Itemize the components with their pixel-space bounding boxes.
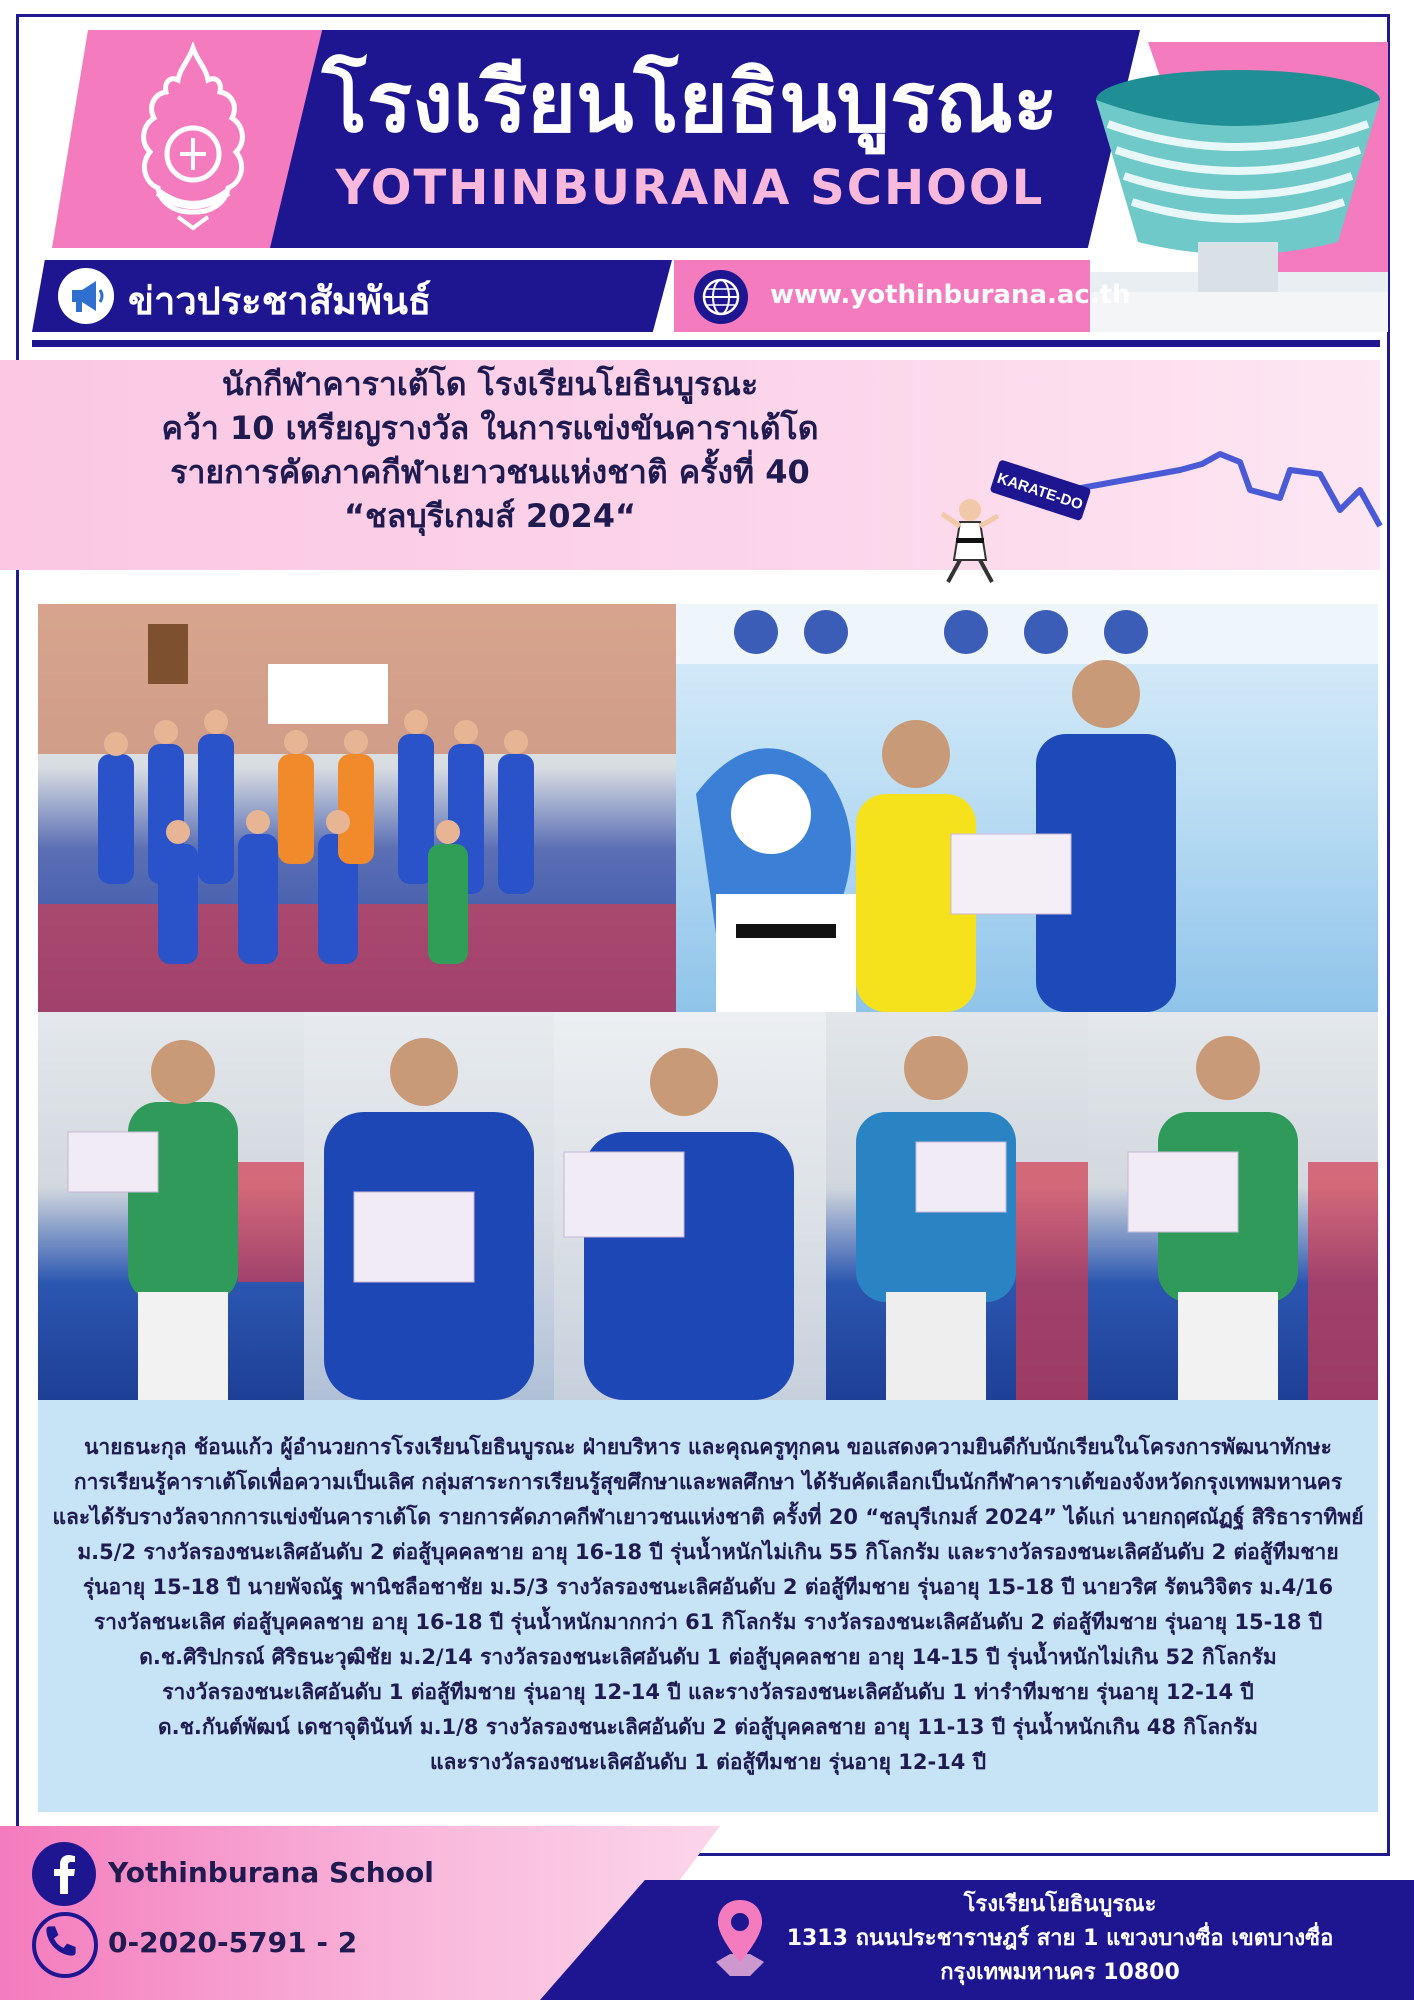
athlete-photo-5 <box>1088 1012 1378 1400</box>
headline-line: นักกีฬาคาราเต้โด โรงเรียนโยธินบูรณะ <box>221 365 759 403</box>
globe-icon <box>694 270 748 324</box>
news-section-label: ข่าวประชาสัมพันธ์ <box>128 279 432 323</box>
team-group-photo <box>38 604 676 1012</box>
karate-illustration <box>920 430 1390 590</box>
headline-line: คว้า 10 เหรียญรางวัล ในการแข่งขันคาราเต้โด <box>161 409 819 447</box>
headline-line: “ชลบุรีเกมส์ 2024“ <box>343 497 637 535</box>
body-line: รางวัลรองชนะเลิศอันดับ 1 ต่อสู้ทีมชาย รุ่นอายุ 12-14 ปี และรางวัลรองชนะเลิศอันดับ 1 ท่ารำทีมชาย รุ่นอายุ 12-14 ปี <box>162 1680 1254 1704</box>
body-line: รางวัลชนะเลิศ ต่อสู้บุคคลชาย อายุ 16-18 ปี รุ่นน้ำหนักมากกว่า 61 กิโลกรัม รางวัลรองชนะเลิศอันดับ 2 ต่อสู้ทีมชาย รุ่นอายุ 15-18 ปี <box>93 1610 1323 1634</box>
athlete-photo-3 <box>554 1012 826 1400</box>
karate-do-badge: KARATE-DO <box>995 469 1085 514</box>
school-building-illustration <box>1088 42 1388 332</box>
photo-collage <box>38 604 1378 1400</box>
athlete-photo-4 <box>826 1012 1088 1400</box>
globe-icon-badge <box>694 270 748 324</box>
news-headline <box>100 362 880 538</box>
phone-icon-badge <box>32 1912 98 1978</box>
facebook-icon-badge[interactable] <box>32 1842 96 1906</box>
school-address <box>780 1888 1340 1990</box>
athlete-photo-2 <box>304 1012 554 1400</box>
school-name-english: YOTHINBURANA SCHOOL <box>335 160 1045 216</box>
phone-number[interactable]: 0-2020-5791 - 2 <box>108 1926 358 1959</box>
phone-icon <box>36 1916 86 1966</box>
coach-and-athlete-photo <box>676 604 1378 1012</box>
school-name-thai: โรงเรียนโยธินบูรณะ <box>321 53 1059 151</box>
news-body <box>40 1430 1376 1780</box>
header-divider <box>32 340 1380 347</box>
body-line: การเรียนรู้คาราเต้โดเพื่อความเป็นเลิศ กลุ่มสาระการเรียนรู้สุขศึกษาและพลศึกษา ได้รับคัดเลือกเป็นนักกีฬาคาราเต้ของจังหวัดกรุงเทพมหานคร <box>73 1470 1343 1494</box>
headline-line: รายการคัดภาคกีฬาเยาวชนแห่งชาติ ครั้งที่ 40 <box>170 453 810 491</box>
body-line: และได้รับรางวัลจากการแข่งขันคาราเต้โด รายการคัดภาคกีฬาเยาวชนแห่งชาติ ครั้งที่ 20 “ชลบุรีเกมส์ 2024” ได้แก่ นายกฤศณัฏฐ์ สิริธาราทิพย์ <box>52 1505 1364 1529</box>
facebook-page-name[interactable]: Yothinburana School <box>108 1856 434 1889</box>
body-line: นายธนะกุล ช้อนแก้ว ผู้อำนวยการโรงเรียนโยธินบูรณะ ฝ่ายบริหาร และคุณครูทุกคน ขอแสดงความยินดีกับนักเรียนในโครงการพัฒนาทักษะ <box>84 1435 1332 1459</box>
body-line: ด.ช.กันต์พัฒน์ เดชาจุตินันท์ ม.1/8 รางวัลรองชนะเลิศอันดับ 2 ต่อสู้บุคคลชาย อายุ 11-13 ปี รุ่นน้ำหนักเกิน 48 กิโลกรัม <box>158 1715 1258 1739</box>
facebook-icon <box>32 1842 96 1906</box>
megaphone-icon <box>58 268 114 324</box>
website-link[interactable]: www.yothinburana.ac.th <box>770 280 1131 310</box>
megaphone-icon-badge <box>58 268 114 324</box>
address-line: โรงเรียนโยธินบูรณะ <box>963 1892 1157 1917</box>
location-pin-icon <box>710 1896 770 1986</box>
body-line: รุ่นอายุ 15-18 ปี นายพัจณัฐ พานิชลือชาชัย ม.5/3 รางวัลรองชนะเลิศอันดับ 2 ต่อสู้ทีมชาย รุ่นอายุ 15-18 ปี นายวริศ รัตนวิจิตร ม.4/16 <box>82 1575 1334 1599</box>
address-line: กรุงเทพมหานคร 10800 <box>940 1960 1180 1985</box>
body-line: และรางวัลรองชนะเลิศอันดับ 1 ต่อสู้ทีมชาย รุ่นอายุ 12-14 ปี <box>429 1750 987 1774</box>
athlete-photo-1 <box>38 1012 304 1400</box>
body-line: ม.5/2 รางวัลรองชนะเลิศอันดับ 2 ต่อสู้บุคคลชาย อายุ 16-18 ปี รุ่นน้ำหนักไม่เกิน 55 กิโลกรัม และรางวัลรองชนะเลิศอันดับ 2 ต่อสู้ทีมชาย <box>77 1540 1339 1564</box>
school-crest-icon <box>118 42 268 232</box>
body-line: ด.ช.ศิริปกรณ์ ศิริธนะวุฒิชัย ม.2/14 รางวัลรองชนะเลิศอันดับ 1 ต่อสู้บุคคลชาย อายุ 14-15 ปี รุ่นน้ำหนักไม่เกิน 52 กิโลกรัม <box>139 1645 1277 1669</box>
address-line: 1313 ถนนประชาราษฎร์ สาย 1 แขวงบางซื่อ เขตบางซื่อ <box>786 1926 1334 1951</box>
